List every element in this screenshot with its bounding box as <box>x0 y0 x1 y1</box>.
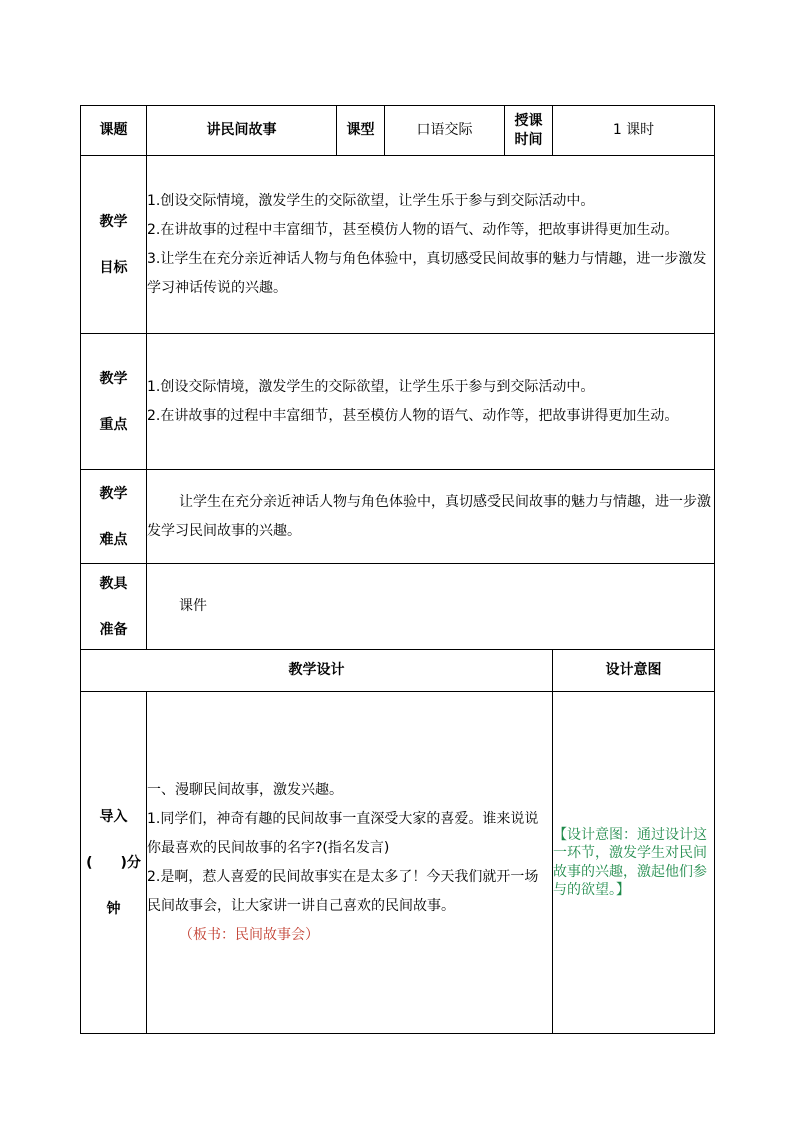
goals-label-line-2: 目标 <box>99 259 128 276</box>
goals-content <box>147 156 715 334</box>
key-points-content <box>147 334 715 470</box>
goal-item: 1.创设交际情境，激发学生的交际欲望，让学生乐于参与到交际活动中。 <box>147 192 595 209</box>
difficulties-label-line-2: 难点 <box>99 531 128 548</box>
intro-label-line-2: ( )分 <box>86 854 141 871</box>
difficulties-row <box>81 470 715 564</box>
type-value: 口语交际 <box>385 106 505 156</box>
intro-content <box>147 692 553 1034</box>
materials-label <box>81 564 147 650</box>
design-intent-cell <box>553 692 715 1034</box>
difficulties-label-line-1: 教学 <box>99 485 128 502</box>
time-label <box>505 106 553 156</box>
intro-label-line-1: 导入 <box>99 808 128 825</box>
key-points-label-line-1: 教学 <box>99 370 128 387</box>
goal-item: 2.在讲故事的过程中丰富细节，甚至模仿人物的语气、动作等，把故事讲得更加生动。 <box>147 221 679 238</box>
difficulties-label <box>81 470 147 564</box>
materials-label-line-2: 准备 <box>99 621 128 638</box>
goals-label-line-1: 教学 <box>99 213 128 230</box>
materials-text: 课件 <box>179 598 207 614</box>
topic-label: 课题 <box>81 106 147 156</box>
time-label-line-1: 授课 <box>514 113 543 130</box>
key-points-row <box>81 334 715 470</box>
design-intent-text: 【设计意图：通过设计这一环节，激发学生对民间故事的兴趣，激起他们参与的欲望。】 <box>553 827 707 898</box>
time-label-line-2: 时间 <box>514 131 543 148</box>
difficulties-content <box>147 470 715 564</box>
intro-section-title: 一、漫聊民间故事，激发兴趣。 <box>147 781 343 798</box>
lesson-plan-table <box>80 105 715 1034</box>
materials-label-line-1: 教具 <box>99 575 128 592</box>
key-point-item: 2.在讲故事的过程中丰富细节，甚至模仿人物的语气、动作等，把故事讲得更加生动。 <box>147 407 679 424</box>
intro-row <box>81 692 715 1034</box>
goals-label <box>81 156 147 334</box>
materials-content <box>147 564 715 650</box>
key-points-label <box>81 334 147 470</box>
key-point-item: 1.创设交际情境，激发学生的交际欲望，让学生乐于参与到交际活动中。 <box>147 378 595 395</box>
board-note: （板书：民间故事会） <box>179 926 319 943</box>
goals-row <box>81 156 715 334</box>
topic-value: 讲民间故事 <box>147 106 337 156</box>
type-label: 课型 <box>337 106 385 156</box>
design-header-row <box>81 650 715 692</box>
intro-line: 1.同学们，神奇有趣的民间故事一直深受大家的喜爱。谁来说说你最喜欢的民间故事的名字?(指名发言) <box>147 810 539 856</box>
time-value: 1 课时 <box>553 106 715 156</box>
design-header-left: 教学设计 <box>81 650 553 692</box>
goal-item: 3.让学生在充分亲近神话人物与角色体验中，真切感受民间故事的魅力与情趣，进一步激发学习神话传说的兴趣。 <box>147 250 707 296</box>
intro-line: 2.是啊，惹人喜爱的民间故事实在是太多了！今天我们就开一场民间故事会，让大家讲一讲自己喜欢的民间故事。 <box>147 868 539 914</box>
difficulties-text: 让学生在充分亲近神话人物与角色体验中，真切感受民间故事的魅力与情趣，进一步激发学习民间故事的兴趣。 <box>147 493 711 539</box>
intro-label <box>81 692 147 1034</box>
design-header-right: 设计意图 <box>553 650 715 692</box>
intro-label-line-3: 钟 <box>106 900 121 917</box>
materials-row <box>81 564 715 650</box>
header-row <box>81 106 715 156</box>
key-points-label-line-2: 重点 <box>99 416 128 433</box>
